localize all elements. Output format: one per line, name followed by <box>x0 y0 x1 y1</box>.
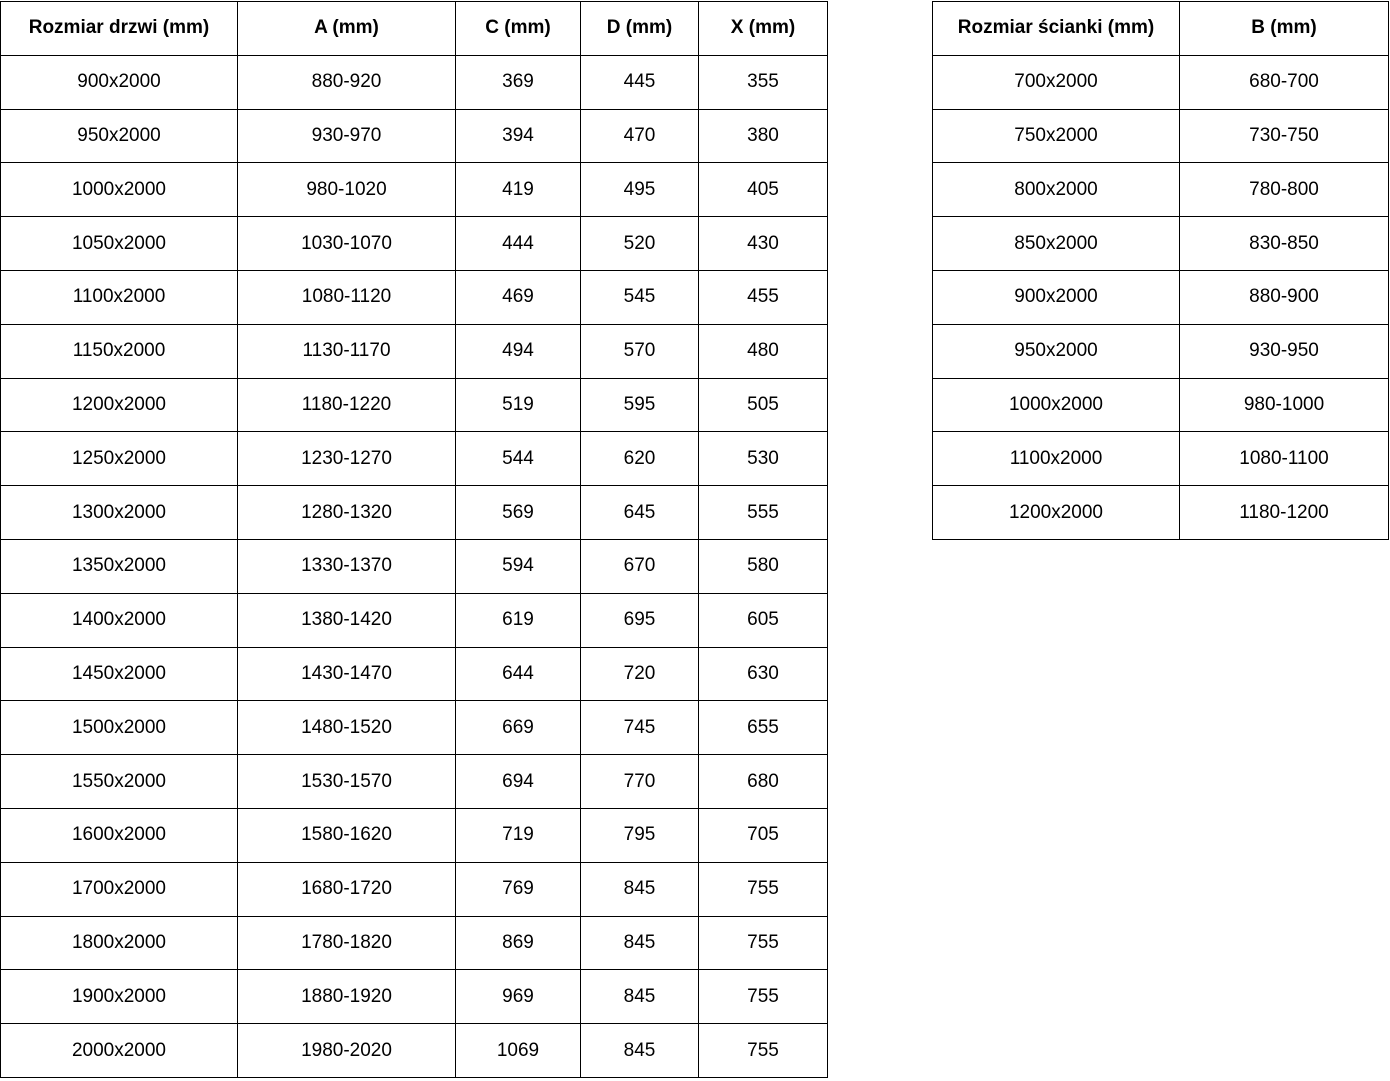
cell-wall-size: 750x2000 <box>933 109 1180 163</box>
cell-c: 769 <box>456 862 581 916</box>
cell-door-size: 950x2000 <box>1 109 238 163</box>
cell-door-size: 900x2000 <box>1 55 238 109</box>
table-row <box>933 109 1389 163</box>
cell-a: 1330-1370 <box>238 539 456 593</box>
cell-x: 755 <box>699 1024 828 1078</box>
cell-door-size: 1150x2000 <box>1 324 238 378</box>
cell-c: 469 <box>456 270 581 324</box>
cell-x: 630 <box>699 647 828 701</box>
column-header-d: D (mm) <box>581 2 699 56</box>
cell-c: 644 <box>456 647 581 701</box>
cell-a: 1280-1320 <box>238 486 456 540</box>
cell-wall-size: 1200x2000 <box>933 486 1180 540</box>
cell-x: 680 <box>699 755 828 809</box>
cell-door-size: 1100x2000 <box>1 270 238 324</box>
table-row <box>1 755 828 809</box>
cell-a: 1430-1470 <box>238 647 456 701</box>
cell-x: 430 <box>699 217 828 271</box>
cell-door-size: 1450x2000 <box>1 647 238 701</box>
table-row <box>1 970 828 1024</box>
cell-a: 1030-1070 <box>238 217 456 271</box>
cell-x: 755 <box>699 970 828 1024</box>
wall-size-table-header <box>933 2 1389 56</box>
door-size-table-body <box>1 55 828 1077</box>
cell-wall-size: 1000x2000 <box>933 378 1180 432</box>
cell-wall-size: 800x2000 <box>933 163 1180 217</box>
cell-door-size: 1000x2000 <box>1 163 238 217</box>
table-row <box>933 270 1389 324</box>
table-row <box>1 808 828 862</box>
table-row <box>1 270 828 324</box>
cell-a: 1230-1270 <box>238 432 456 486</box>
cell-d: 720 <box>581 647 699 701</box>
cell-x: 655 <box>699 701 828 755</box>
cell-door-size: 1700x2000 <box>1 862 238 916</box>
table-row <box>1 647 828 701</box>
cell-a: 1180-1220 <box>238 378 456 432</box>
column-header-x: X (mm) <box>699 2 828 56</box>
cell-d: 670 <box>581 539 699 593</box>
table-row <box>933 55 1389 109</box>
cell-door-size: 1400x2000 <box>1 593 238 647</box>
cell-c: 369 <box>456 55 581 109</box>
cell-a: 1080-1120 <box>238 270 456 324</box>
cell-d: 495 <box>581 163 699 217</box>
cell-door-size: 2000x2000 <box>1 1024 238 1078</box>
cell-x: 755 <box>699 916 828 970</box>
cell-x: 355 <box>699 55 828 109</box>
table-row <box>1 217 828 271</box>
cell-d: 645 <box>581 486 699 540</box>
wall-size-table <box>932 1 1389 540</box>
cell-d: 770 <box>581 755 699 809</box>
cell-x: 480 <box>699 324 828 378</box>
cell-door-size: 1350x2000 <box>1 539 238 593</box>
column-header-door-size: Rozmiar drzwi (mm) <box>1 2 238 56</box>
cell-d: 845 <box>581 862 699 916</box>
cell-wall-size: 950x2000 <box>933 324 1180 378</box>
cell-x: 505 <box>699 378 828 432</box>
cell-a: 1480-1520 <box>238 701 456 755</box>
table-row <box>1 432 828 486</box>
cell-door-size: 1500x2000 <box>1 701 238 755</box>
cell-a: 1680-1720 <box>238 862 456 916</box>
cell-d: 595 <box>581 378 699 432</box>
table-row <box>933 432 1389 486</box>
cell-door-size: 1900x2000 <box>1 970 238 1024</box>
cell-a: 1780-1820 <box>238 916 456 970</box>
cell-a: 1580-1620 <box>238 808 456 862</box>
cell-b: 930-950 <box>1180 324 1389 378</box>
cell-x: 605 <box>699 593 828 647</box>
table-row <box>933 163 1389 217</box>
cell-d: 745 <box>581 701 699 755</box>
table-row <box>933 486 1389 540</box>
cell-c: 669 <box>456 701 581 755</box>
cell-wall-size: 850x2000 <box>933 217 1180 271</box>
cell-x: 755 <box>699 862 828 916</box>
table-row <box>1 55 828 109</box>
table-header-row <box>933 2 1389 56</box>
cell-d: 695 <box>581 593 699 647</box>
cell-d: 470 <box>581 109 699 163</box>
cell-x: 530 <box>699 432 828 486</box>
cell-d: 445 <box>581 55 699 109</box>
cell-c: 519 <box>456 378 581 432</box>
cell-door-size: 1050x2000 <box>1 217 238 271</box>
cell-c: 394 <box>456 109 581 163</box>
cell-a: 980-1020 <box>238 163 456 217</box>
cell-c: 869 <box>456 916 581 970</box>
cell-b: 1180-1200 <box>1180 486 1389 540</box>
table-header-row <box>1 2 828 56</box>
column-header-wall-size: Rozmiar ścianki (mm) <box>933 2 1180 56</box>
table-row <box>1 593 828 647</box>
cell-c: 719 <box>456 808 581 862</box>
cell-d: 520 <box>581 217 699 271</box>
cell-c: 619 <box>456 593 581 647</box>
table-row <box>933 217 1389 271</box>
cell-d: 620 <box>581 432 699 486</box>
table-row <box>933 378 1389 432</box>
wall-size-table-body <box>933 55 1389 539</box>
cell-c: 419 <box>456 163 581 217</box>
cell-x: 705 <box>699 808 828 862</box>
cell-door-size: 1300x2000 <box>1 486 238 540</box>
cell-a: 1130-1170 <box>238 324 456 378</box>
cell-b: 880-900 <box>1180 270 1389 324</box>
door-size-table <box>0 1 828 1078</box>
cell-x: 405 <box>699 163 828 217</box>
cell-a: 1380-1420 <box>238 593 456 647</box>
table-row <box>1 1024 828 1078</box>
cell-c: 594 <box>456 539 581 593</box>
cell-x: 455 <box>699 270 828 324</box>
cell-b: 780-800 <box>1180 163 1389 217</box>
cell-wall-size: 900x2000 <box>933 270 1180 324</box>
cell-wall-size: 1100x2000 <box>933 432 1180 486</box>
door-size-table-header <box>1 2 828 56</box>
cell-door-size: 1200x2000 <box>1 378 238 432</box>
cell-b: 1080-1100 <box>1180 432 1389 486</box>
cell-d: 545 <box>581 270 699 324</box>
cell-c: 694 <box>456 755 581 809</box>
cell-a: 1980-2020 <box>238 1024 456 1078</box>
table-row <box>1 163 828 217</box>
table-row <box>1 701 828 755</box>
cell-wall-size: 700x2000 <box>933 55 1180 109</box>
cell-b: 980-1000 <box>1180 378 1389 432</box>
cell-b: 830-850 <box>1180 217 1389 271</box>
table-row <box>1 862 828 916</box>
cell-door-size: 1600x2000 <box>1 808 238 862</box>
column-header-a: A (mm) <box>238 2 456 56</box>
table-row <box>1 539 828 593</box>
column-header-b: B (mm) <box>1180 2 1389 56</box>
cell-x: 580 <box>699 539 828 593</box>
cell-c: 494 <box>456 324 581 378</box>
cell-c: 969 <box>456 970 581 1024</box>
cell-door-size: 1550x2000 <box>1 755 238 809</box>
table-row <box>1 486 828 540</box>
cell-c: 1069 <box>456 1024 581 1078</box>
table-row <box>1 916 828 970</box>
cell-d: 845 <box>581 1024 699 1078</box>
cell-b: 680-700 <box>1180 55 1389 109</box>
cell-c: 444 <box>456 217 581 271</box>
cell-a: 880-920 <box>238 55 456 109</box>
cell-d: 570 <box>581 324 699 378</box>
cell-x: 380 <box>699 109 828 163</box>
cell-door-size: 1800x2000 <box>1 916 238 970</box>
table-row <box>1 324 828 378</box>
table-row <box>1 378 828 432</box>
cell-c: 569 <box>456 486 581 540</box>
cell-x: 555 <box>699 486 828 540</box>
cell-b: 730-750 <box>1180 109 1389 163</box>
table-row <box>933 324 1389 378</box>
cell-d: 845 <box>581 970 699 1024</box>
cell-a: 1880-1920 <box>238 970 456 1024</box>
cell-d: 845 <box>581 916 699 970</box>
cell-a: 1530-1570 <box>238 755 456 809</box>
cell-a: 930-970 <box>238 109 456 163</box>
cell-door-size: 1250x2000 <box>1 432 238 486</box>
table-row <box>1 109 828 163</box>
column-header-c: C (mm) <box>456 2 581 56</box>
cell-d: 795 <box>581 808 699 862</box>
cell-c: 544 <box>456 432 581 486</box>
